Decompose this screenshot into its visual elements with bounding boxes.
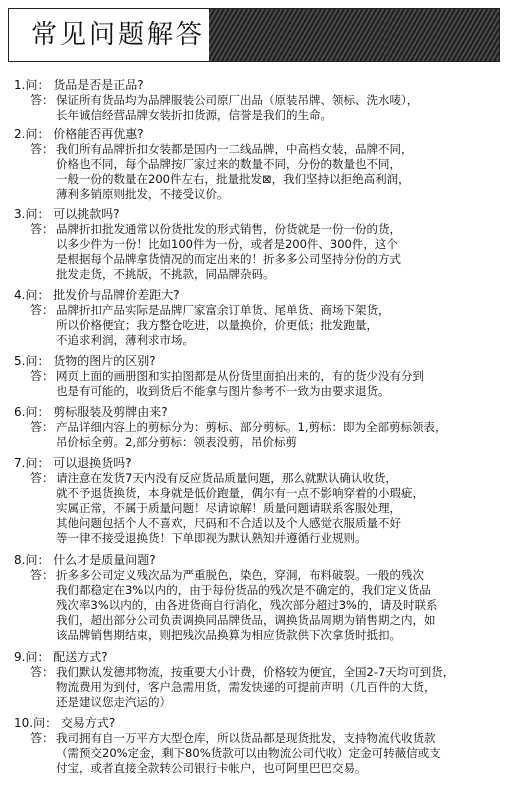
answer-line: 等一律不接受退换货！下单即视为默认熟知并遵循行业规则。 <box>56 531 367 545</box>
faq-question: 5.问： 货物的图片的区别? <box>14 354 156 368</box>
answer-line: 吊价标全剪。2,部分剪标：领表没剪，吊价标剪 <box>56 435 297 449</box>
answer-line: 残次率3%以内的，由各进货商自行消化，残次部分超过3%的，请及时联系 <box>56 598 438 612</box>
faq-question: 6.问： 剪标服装及剪牌由来? <box>14 405 168 419</box>
faq-question: 10.问： 交易方式? <box>14 716 116 730</box>
answer-line: 还是建议您走汽运的） <box>56 695 171 709</box>
answer-line: 产品详细内容上的剪标分为：剪标、部分剪标。1,剪标：即为全部剪标领表， <box>56 420 447 434</box>
answer-line: （需预交20%定金，剩下80%货款可以由物流公司代收）定金可转薇信或支 <box>56 746 441 760</box>
answer-line: 价格也不同，每个品牌按厂家过来的数量不同，分份的数量也不同， <box>56 157 401 171</box>
answer-label: 答： <box>30 568 55 582</box>
answer-line: 物流费用为到付，客户急需用货，需发快递的可提前声明（几百件的大货， <box>56 680 436 694</box>
answer-label: 答： <box>30 369 55 383</box>
header-banner <box>8 8 500 62</box>
faq-answer <box>56 93 500 123</box>
answer-label: 答： <box>30 142 55 156</box>
answer-label: 答： <box>30 222 55 236</box>
answer-line: 我们，超出部分公司负责调换同品牌货品，调换货品周期为销售期之内，如 <box>56 613 436 627</box>
answer-line: 批发走货，不挑版，不挑款，同品牌杂码。 <box>56 267 275 281</box>
faq-question: 8.问： 什么才是质量问题? <box>14 553 156 567</box>
faq-answer <box>56 731 500 776</box>
answer-line: 品牌折扣批发通常以份货批发的形式销售，份货就是一份一份的货， <box>56 222 401 236</box>
faq-answer <box>56 420 500 450</box>
answer-label: 答： <box>30 731 55 745</box>
faq-question: 3.问： 可以挑款吗? <box>14 207 120 221</box>
answer-line: 以多少件为一份！比如100件为一份，或者是200件、300件，这个 <box>56 237 398 251</box>
answer-label: 答： <box>30 303 55 317</box>
answer-line: 是根据每个品牌拿货情况的而定出来的！折多多公司坚持分份的方式 <box>56 252 401 266</box>
answer-line: 我司拥有自一万平方大型仓库，所以货品都是现货批发，支持物流代收货款 <box>56 731 436 745</box>
faq-answer <box>56 222 500 282</box>
answer-line: 品牌折扣产品实际是品牌厂家富余订单货、尾单货、商场下架货， <box>56 303 390 317</box>
answer-line: 就不予退货换货，本身就是低价跑量，偶尔有一点不影响穿着的小瑕疵， <box>56 486 424 500</box>
faq-answer <box>56 665 500 710</box>
answer-line: 薄利多销原则批发，不接受议价。 <box>56 187 229 201</box>
answer-line: 该品牌销售期结束，则把残次品换算为相应货款供下次拿货时抵扣。 <box>56 628 401 642</box>
faq-question: 4.问： 批发价与品牌价差距大? <box>14 288 180 302</box>
answer-label: 答： <box>30 420 55 434</box>
answer-line: 我们默认发德邦物流，按重要大小计费，价格较为便宜，全国2-7天均可到货， <box>56 665 455 679</box>
answer-line: 付宝，或者直接全款转公司银行卡帐户，也可阿里巴巴交易。 <box>56 761 367 775</box>
faq-answer <box>56 568 500 643</box>
answer-label: 答： <box>30 665 55 679</box>
faq-answer <box>56 303 500 348</box>
faq-question: 7.问： 可以退换货吗? <box>14 456 132 470</box>
answer-line: 其他问题包括个人不喜欢，尺码和不合适以及个人感觉衣服质量不好 <box>56 516 401 530</box>
faq-question: 2.问： 价格能否再优惠? <box>14 127 144 141</box>
answer-line: 实属正常，不属于质量问题！尽请谅解！质量问题请联系客服处理， <box>56 501 401 515</box>
answer-label: 答： <box>30 93 55 107</box>
answer-label: 答： <box>30 471 55 485</box>
answer-line: 也是有可能的，收到货后不能拿与图片参考不一致为由要求退货。 <box>56 384 390 398</box>
answer-line: 一般一份的数量在200件左右，批量批发⊠，我们坚持以拒绝高利润， <box>56 172 410 186</box>
answer-line: 保证所有货品均为品牌服装公司原厂出品（原装吊牌、领标、洗水唛）， <box>56 93 419 107</box>
answer-line: 网页上面的画册图和实拍图都是从份货里面拍出来的，有的货少没有分到 <box>56 369 424 383</box>
answer-line: 折多多公司定义残次品为严重脱色，染色，穿洞，布料破裂。一般的残次 <box>56 568 424 582</box>
page-title: 常见问题解答 <box>31 20 206 50</box>
answer-line: 不追求利润，薄利求市场。 <box>56 333 194 347</box>
faq-answer <box>56 142 500 202</box>
answer-line: 所以价格便宜；我方整仓吃进，以量换价，价更低；批发跑量， <box>56 318 378 332</box>
answer-line: 我们所有品牌折扣女装都是国内一二线品牌，中高档女装，品牌不同， <box>56 142 413 156</box>
faq-answer <box>56 471 500 546</box>
answer-line: 请注意在发货7天内没有反应货品质量问题，那么就默认确认收货， <box>56 471 397 485</box>
decorative-stripes <box>209 9 499 61</box>
faq-question: 1.问： 货品是否是正品? <box>14 78 144 92</box>
answer-line: 长年诚信经营品牌女装折扣货源，信誉是我们的生命。 <box>56 108 332 122</box>
faq-question: 9.问： 配送方式? <box>14 650 108 664</box>
faq-answer <box>56 369 500 399</box>
answer-line: 我们都稳定在3%以内的，由于每份货品的残次是不确定的，我们定义货品 <box>56 583 431 597</box>
